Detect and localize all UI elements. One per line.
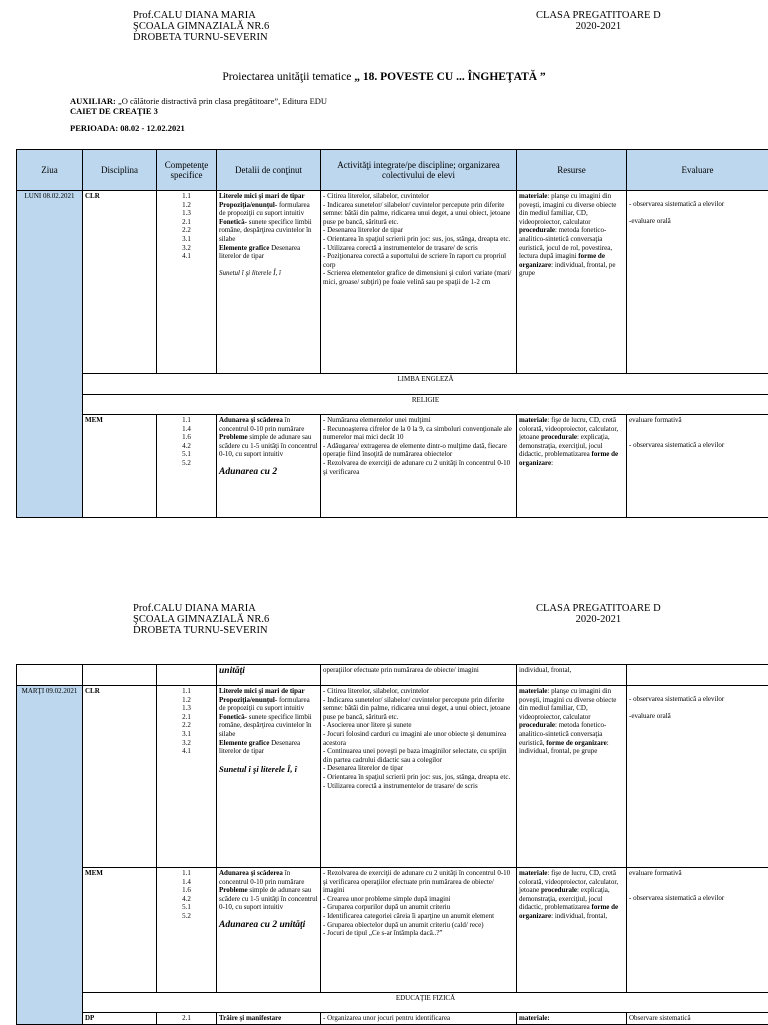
evaluation-dp: Observare sistematică <box>627 1013 768 1025</box>
evaluation-clr: - observarea sistematică a elevilor -evaluare orală <box>627 191 768 374</box>
day-cell-tuesday: MARŢI 09.02.2021 <box>17 686 83 1025</box>
subject-english: LIMBA ENGLEZĂ <box>83 374 768 395</box>
resources-dp: materiale: <box>517 1013 627 1025</box>
aux-value: „O călătorie distractivă prin clasa pregătitoare”, Editura EDU <box>116 96 327 106</box>
cont-content: unităţi <box>217 665 321 686</box>
evaluation-mem: evaluare formativă - observarea sistematică a elevilor <box>627 415 768 518</box>
city-name: DROBETA TURNU-SEVERIN <box>133 625 269 636</box>
header-left <box>133 10 269 43</box>
plan-table-page1 <box>16 149 768 518</box>
col-header-discipline: Disciplina <box>83 150 157 191</box>
document-title: Proiectarea unităţii tematice „ 18. POVESTE CU ... ÎNGHEŢATĂ ” <box>0 71 768 83</box>
cont-discipline <box>83 665 157 686</box>
resources-mem: materiale: fişe de lucru, CD, cretă colorată, videoproiector, calculator, jetoane procedurale: explicaţia, demonstraţia, exerciţiul, jocul didactic, problematizarea forme de organizare: <box>517 415 627 518</box>
discipline-dp: DP <box>83 1013 157 1025</box>
activities-dp: - Organizarea unor jocuri pentru identificarea <box>321 1013 517 1025</box>
cont-day <box>17 665 83 686</box>
discipline-clr: CLR <box>83 191 157 374</box>
activities-clr: - Citirea literelor, silabelor, cuvintelor - Indicarea sunetelor/ silabelor/ cuvintelor percepute prin diferite semne: bătăi din palme, ridicarea unui deget, a unui obiect, jetoane puse pe bancă, săritură etc. - Asocierea unor litere şi sunete - Jocuri folosind carduri cu imagini ale unor obiecte şi denumirea acestora - Continuarea unei poveşti pe baza imaginilor selectate, cu sprijin din partea cadrului didactic sau a colegilor - Desenarea literelor de tipar - Orientarea în spaţiul scrierii prin joc: sus, jos, stânga, dreapta etc. - Utilizarea corectă a instrumentelor de trasare/ de scris <box>321 686 517 868</box>
col-header-competences: Competenţe specifice <box>157 150 217 191</box>
content-clr: Literele mici şi mari de tipar Propoziţia/enunţul- formularea de propoziţii cu suport intuitiv Fonetică- sunete specifice limbii române, despărţirea cuvintelor în silabe Elemente grafice Desenarea literelor de tipar Sunetul î şi literele Î, î <box>217 191 321 374</box>
activities-mem: - Numărarea elementelor unei mulţimi - Recunoaşterea cifrelor de la 0 la 9, ca simboluri convenţionale ale numerelor mai mici decât 10 - Adăugarea/ extragerea de elemente dintr-o mulţime dată, fiecare operaţie fiind însoţită de numărarea obiectelor - Rezolvarea de exerciţii de adunare cu 2 unităţi în concentrul 0-10 şi verificarea <box>321 415 517 518</box>
subject-religion: RELIGIE <box>83 395 768 415</box>
cont-activities: operaţiilor efectuate prin numărarea de obiecte/ imagini <box>321 665 517 686</box>
school-name: ŞCOALA GIMNAZIALĂ NR.6 <box>133 614 269 625</box>
content-mem: Adunarea şi scăderea în concentrul 0-10 prin numărare Probleme simple de adunare sau scădere cu 1-5 unităţi în concentrul 0-10, cu suport intuitiv Adunarea cu 2 unităţi <box>217 868 321 993</box>
header-right <box>536 10 661 32</box>
col-header-resources: Resurse <box>517 150 627 191</box>
day-cell-monday: LUNI 08.02.2021 <box>17 191 83 518</box>
col-header-activities: Activităţi integrate/pe discipline; organizarea colectivului de elevi <box>321 150 517 191</box>
competences-dp: 2.1 <box>157 1013 217 1025</box>
resources-mem: materiale: fişe de lucru, CD, cretă colorată, videoproiector, calculator, jetoane procedurale: explicaţia, demonstraţia, exerciţiul, jocul didactic, problematizarea forme de organizare: individual, frontal, <box>517 868 627 993</box>
activities-mem: - Rezolvarea de exerciţii de adunare cu 2 unităţi în concentrul 0-10 şi verificarea operaţiilor efectuate prin numărarea de obiecte/ imagini - Crearea unor probleme simple după imagini - Gruparea corpurilor după un anumit criteriu - Identificarea categoriei căreia îi aparţine un anumit element - Gruparea obiectelor după un anumit criteriu (cald/ rece) - Jocuri de tipul „Ce s-ar întâmpla dacă..?” <box>321 868 517 993</box>
content-dp: Trăire şi manifestare <box>217 1013 321 1025</box>
discipline-mem: MEM <box>83 868 157 993</box>
content-mem: Adunarea şi scăderea în concentrul 0-10 prin numărare Probleme simple de adunare sau scădere cu 1-5 unităţi în concentrul 0-10, cu suport intuitiv Adunarea cu 2 <box>217 415 321 518</box>
aux-label: AUXILIAR: <box>70 96 116 106</box>
plan-table-page2 <box>16 664 768 1025</box>
competences-mem: 1.1 1.4 1.6 4.2 5.1 5.2 <box>157 868 217 993</box>
school-year: 2020-2021 <box>536 614 661 625</box>
subject-physical-education: EDUCAŢIE FIZICĂ <box>83 993 768 1013</box>
col-header-evaluation: Evaluare <box>627 150 768 191</box>
competences-clr: 1.1 1.2 1.3 2.1 2.2 3.1 3.2 4.1 <box>157 686 217 868</box>
competences-clr: 1.1 1.2 1.3 2.1 2.2 3.1 3.2 4.1 <box>157 191 217 374</box>
resources-clr: materiale: planşe cu imagini din poveşti, imagini cu diverse obiecte din mediul familiar, CD, videoproiector, calculator procedurale: metoda fonetico-analitico-sintetică conversaţia euristică, jocul de rol, povestirea, lectura după imagini forme de organizare: individual, frontal, pe grupe <box>517 191 627 374</box>
book-label: CAIET DE CREAŢIE 3 <box>70 106 158 116</box>
resources-clr: materiale: planşe cu imagini din poveşti, imagini cu diverse obiecte din mediul familiar, CD, videoproiector, calculator procedurale: metoda fonetico-analitico-sintetică conversaţia euristică, forme de organizare: individual, frontal, pe grupe <box>517 686 627 868</box>
teacher-name: Prof.CALU DIANA MARIA <box>133 10 269 21</box>
col-header-day: Ziua <box>17 150 83 191</box>
period-label: PERIOADA: 08.02 - 12.02.2021 <box>70 123 185 133</box>
evaluation-mem: evaluare formativă - observarea sistematică a elevilor <box>627 868 768 993</box>
discipline-clr: CLR <box>83 686 157 868</box>
cont-competences <box>157 665 217 686</box>
school-year: 2020-2021 <box>536 21 661 32</box>
competences-mem: 1.1 1.4 1.6 4.2 5.1 5.2 <box>157 415 217 518</box>
cont-evaluation <box>627 665 768 686</box>
cont-resources: individual, frontal, <box>517 665 627 686</box>
discipline-mem: MEM <box>83 415 157 518</box>
header-right-page2 <box>536 603 661 625</box>
city-name: DROBETA TURNU-SEVERIN <box>133 32 269 43</box>
evaluation-clr: - observarea sistematică a elevilor -evaluare orală <box>627 686 768 868</box>
class-name: CLASA PREGATITOARE D <box>536 603 661 614</box>
header-left-page2 <box>133 603 269 636</box>
meta-block <box>70 96 327 133</box>
school-name: ŞCOALA GIMNAZIALĂ NR.6 <box>133 21 269 32</box>
teacher-name: Prof.CALU DIANA MARIA <box>133 603 269 614</box>
class-name: CLASA PREGATITOARE D <box>536 10 661 21</box>
activities-clr: - Citirea literelor, silabelor, cuvintelor - Indicarea sunetelor/ silabelor/ cuvintelor percepute prin diferite semne: bătăi din palme, ridicarea unui deget, a unui obiect, jetoane puse pe bancă, săritură etc. - Desenarea literelor de tipar - Orientarea în spaţiul scrierii prin joc: sus, jos, stânga, dreapta etc. - Utilizarea corectă a instrumentelor de trasare/ de scris - Poziţionarea corectă a suportului de scriere în raport cu propriul corp - Scrierea elementelor grafice de dimensiuni şi culori variate (mari/ mici, groase/ subţiri) pe foaie velină sau pe spaţii de 1-2 cm <box>321 191 517 374</box>
content-clr: Literele mici şi mari de tipar Propoziţia/enunţul- formularea de propoziţii cu suport intuitiv Fonetică- sunete specifice limbii române, despărţirea cuvintelor în silabe Elemente grafice Desenarea literelor de tipar Sunetul î şi literele Î, î <box>217 686 321 868</box>
col-header-content: Detalii de conţinut <box>217 150 321 191</box>
